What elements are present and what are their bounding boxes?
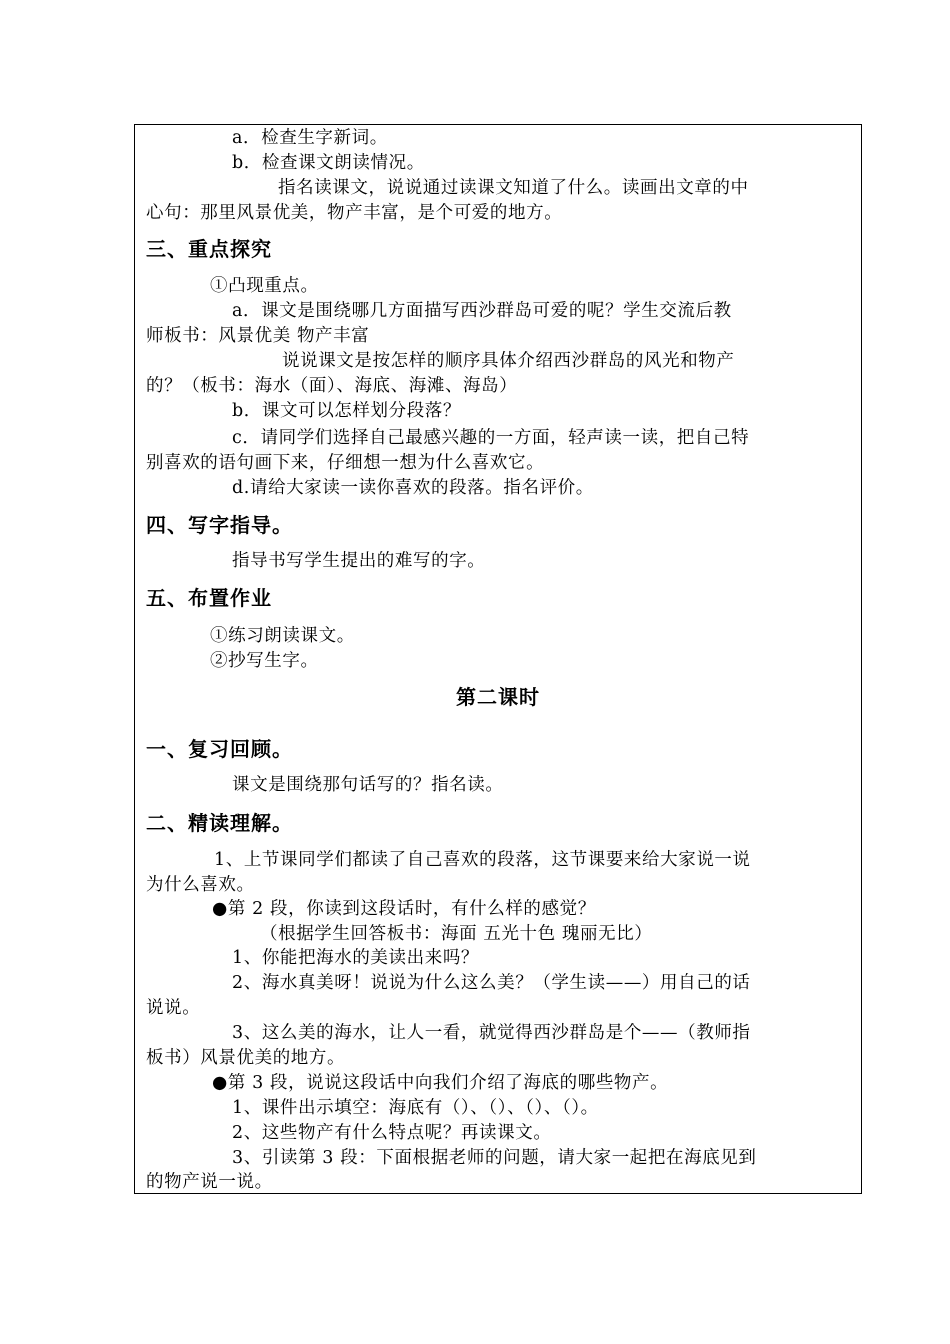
section-heading: 三、重点探究 bbox=[146, 237, 272, 261]
section-heading: 二、精读理解。 bbox=[146, 811, 293, 835]
text-line: 1、你能把海水的美读出来吗？ bbox=[232, 948, 480, 968]
text-line: 师板书：风景优美 物产丰富 bbox=[146, 326, 370, 346]
text-line: 说说课文是按怎样的顺序具体介绍西沙群岛的风光和物产 bbox=[282, 351, 735, 371]
text-line: 3、引读第 3 段：下面根据老师的问题，请大家一起把在海底见到 bbox=[232, 1148, 757, 1168]
text-line: 1、上节课同学们都读了自己喜欢的段落，这节课要来给大家说一说 bbox=[214, 850, 751, 870]
text-line: d.请给大家读一读你喜欢的段落。指名评价。 bbox=[232, 478, 594, 498]
section-heading: 四、写字指导。 bbox=[146, 513, 293, 537]
text-line: 的？（板书：海水（面）、海底、海滩、海岛） bbox=[146, 376, 518, 396]
section-heading: 一、复习回顾。 bbox=[146, 737, 293, 761]
text-line: （根据学生回答板书：海面 五光十色 瑰丽无比） bbox=[260, 924, 653, 944]
text-line: ●第 2 段，你读到这段话时，有什么样的感觉？ bbox=[212, 899, 596, 919]
text-line: 说说。 bbox=[146, 998, 201, 1018]
text-line: ●第 3 段，说说这段话中向我们介绍了海底的哪些物产。 bbox=[212, 1073, 669, 1093]
text-line: 指导书写学生提出的难写的字。 bbox=[232, 551, 486, 571]
text-line: 别喜欢的语句画下来，仔细想一想为什么喜欢它。 bbox=[146, 453, 545, 473]
text-line: 课文是围绕那句话写的？指名读。 bbox=[232, 775, 504, 795]
text-line: ①凸现重点。 bbox=[210, 276, 319, 296]
text-line: 2、这些物产有什么特点呢？再读课文。 bbox=[232, 1123, 552, 1143]
text-line: c．请同学们选择自己最感兴趣的一方面，轻声读一读，把自己特 bbox=[232, 428, 750, 448]
text-line: ②抄写生字。 bbox=[210, 651, 319, 671]
text-line: 指名读课文，说说通过读课文知道了什么。读画出文章的中 bbox=[278, 178, 749, 198]
lesson-title: 第二课时 bbox=[456, 685, 540, 709]
text-line: a．课文是围绕哪几方面描写西沙群岛可爱的呢？学生交流后教 bbox=[232, 301, 732, 321]
text-line: b．检查课文朗读情况。 bbox=[232, 153, 425, 173]
text-line: 的物产说一说。 bbox=[146, 1172, 273, 1192]
text-line: 心句：那里风景优美，物产丰富，是个可爱的地方。 bbox=[146, 203, 563, 223]
text-line: 1、课件出示填空：海底有（）、（）、（）、（）。 bbox=[232, 1098, 599, 1118]
text-line: 2、海水真美呀！说说为什么这么美？（学生读——）用自己的话 bbox=[232, 973, 751, 993]
text-line: 3、这么美的海水，让人一看，就觉得西沙群岛是个——（教师指 bbox=[232, 1023, 751, 1043]
text-line: b．课文可以怎样划分段落？ bbox=[232, 401, 462, 421]
section-heading: 五、布置作业 bbox=[146, 586, 272, 610]
text-line: a．检查生字新词。 bbox=[232, 128, 388, 148]
text-line: 为什么喜欢。 bbox=[146, 875, 255, 895]
text-line: ①练习朗读课文。 bbox=[210, 626, 355, 646]
text-line: 板书）风景优美的地方。 bbox=[146, 1048, 346, 1068]
